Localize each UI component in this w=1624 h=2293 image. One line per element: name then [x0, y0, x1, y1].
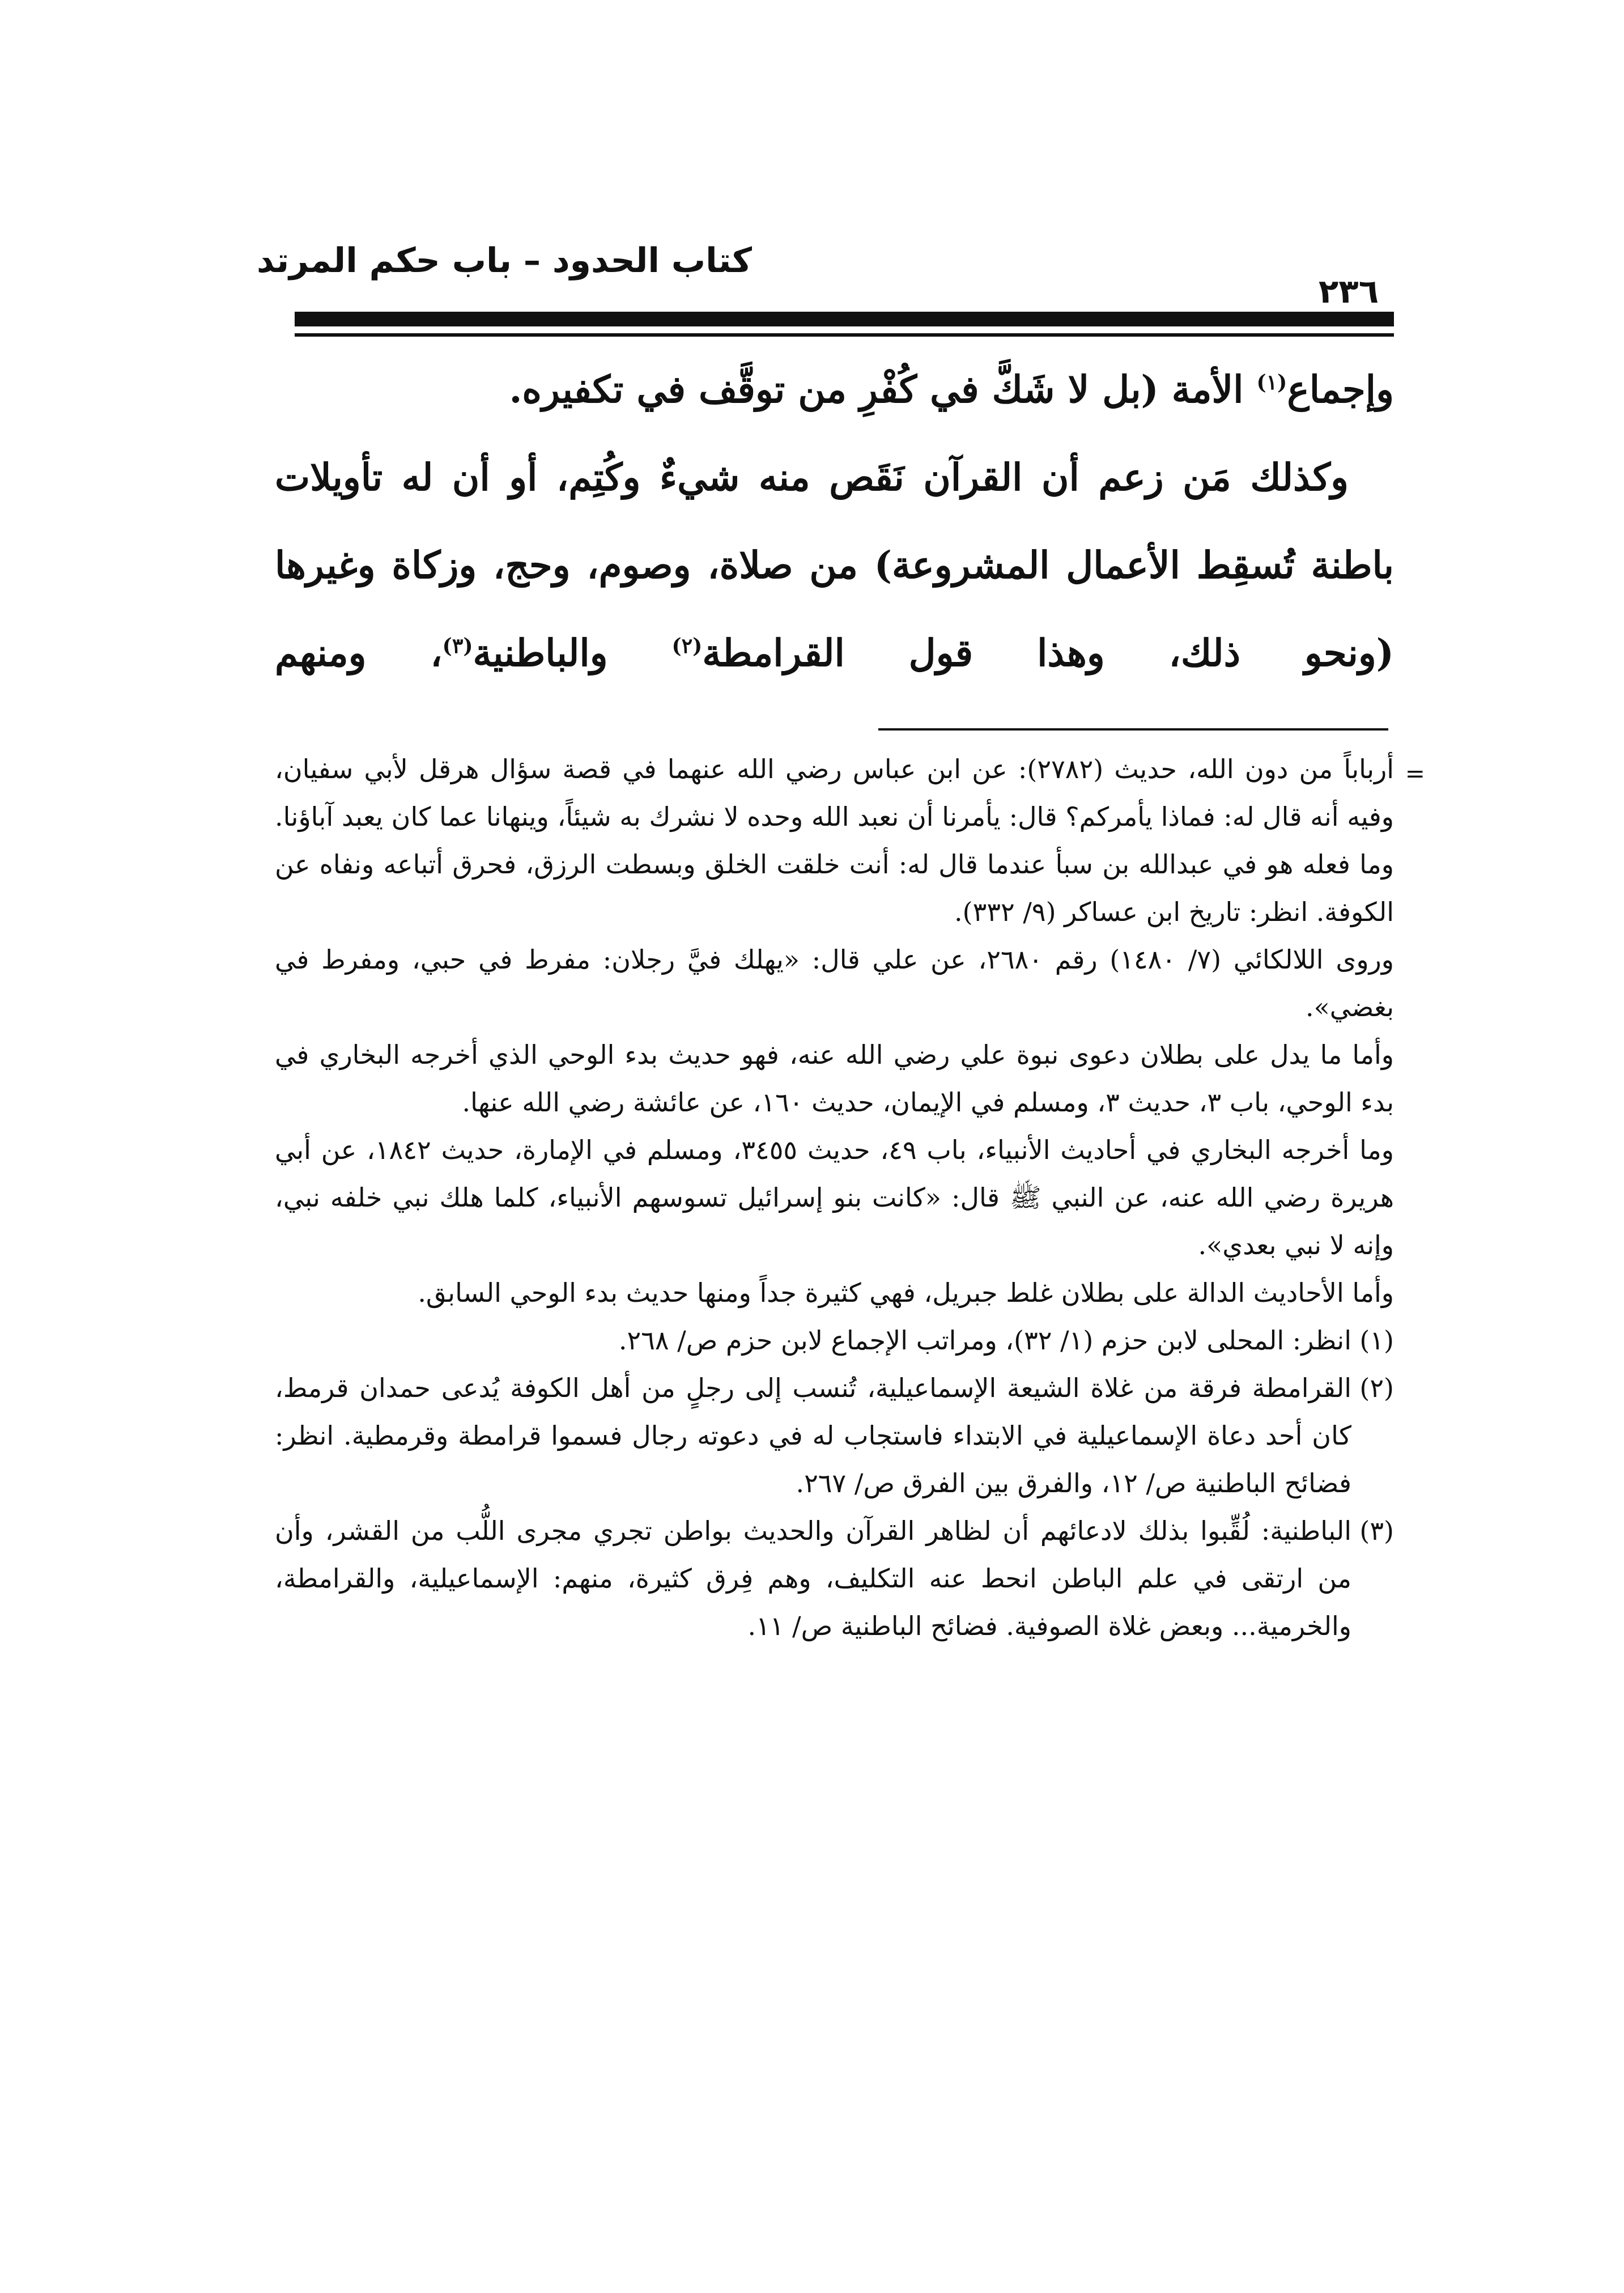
page-number: ٢٣٦ — [1318, 272, 1379, 311]
main-p1-pre: وإجماع — [1287, 367, 1394, 411]
footnotes — [275, 745, 1425, 1650]
footnote-ref-2: (٢) — [671, 634, 703, 658]
main-p2-part1: وكذلك مَن زعم أن القرآن نَقَص منه شيءٌ وكُتِم، أو أن له تأويلات باطنة تُسقِط الأعمال المشروعة) من صلاة، وصوم، وحج، وزكاة وغيرها (ونحو ذلك، وهذا قول القرامطة — [275, 455, 1394, 675]
main-p2-part2: والباطنية — [473, 631, 672, 675]
running-title: كتاب الحدود – باب حكم المرتد — [256, 241, 753, 281]
main-p2-part3: ، ومنهم — [275, 631, 443, 675]
header-rule-thick — [295, 312, 1394, 326]
footnote-3 — [275, 1507, 1394, 1650]
main-paragraph-1 — [275, 346, 1394, 434]
footnote-paragraph: وأما ما يدل على بطلان دعوى نبوة علي رضي الله عنه، فهو حديث بدء الوحي الذي أخرجه البخاري في بدء الوحي، باب ٣، حديث ٣، ومسلم في الإيمان، حديث ١٦٠، عن عائشة رضي الله عنها. — [275, 1039, 1394, 1118]
footnote-paragraph: أرباباً من دون الله، حديث (٢٧٨٢): عن ابن عباس رضي الله عنهما في قصة سؤال هرقل لأبي سفيان، وفيه أنه قال له: فماذا يأمركم؟ قال: يأمرنا أن نعبد الله وحده لا نشرك به شيئاً، وينهانا عما كان يعبد آباؤنا. وما فعله هو في عبدالله بن سبأ عندما قال له: أنت خلقت الخلق وبسطت الرزق، فحرق أتباعه ونفاه عن الكوفة. انظر: تاريخ ابن عساكر (٩/ ٣٣٢). — [275, 754, 1394, 927]
footnote-number: (١) — [1359, 1325, 1394, 1356]
main-paragraph-2 — [275, 434, 1394, 697]
header-rule-thin — [295, 333, 1394, 337]
footnote-text: القرامطة فرقة من غلاة الشيعة الإسماعيلية، تُنسب إلى رجلٍ من أهل الكوفة يُدعى حمدان قرمط، كان أحد دعاة الإسماعيلية في الابتداء فاستجاب له في دعوته رجال فسموا قرامطة وقرمطية. انظر: فضائح الباطنية ص/ ١٢، والفرق بين الفرق ص/ ٢٦٧. — [275, 1373, 1351, 1498]
footnote-separator — [878, 728, 1388, 731]
footnote-text: انظر: المحلى لابن حزم (١/ ٣٢)، ومراتب الإجماع لابن حزم ص/ ٢٦٨. — [618, 1325, 1351, 1356]
main-p1-post: الأمة (بل لا شَكَّ في كُفْرِ من توقَّف في تكفيره. — [509, 367, 1257, 411]
main-text — [275, 346, 1394, 697]
footnote-ref-3: (٣) — [442, 634, 473, 658]
footnote-paragraph: وروى اللالكائي (٧/ ١٤٨٠) رقم ٢٦٨٠، عن علي قال: «يهلك فيَّ رجلان: مفرط في حبي، ومفرط في بغضي». — [275, 944, 1394, 1022]
footnote-2 — [275, 1364, 1394, 1507]
footnote-paragraph: وأما الأحاديث الدالة على بطلان غلط جبريل، فهي كثيرة جداً ومنها حديث بدء الوحي السابق. — [418, 1277, 1394, 1308]
footnote-number: (٢) — [1359, 1373, 1394, 1403]
footnote-ref-1: (١) — [1256, 370, 1287, 394]
footnote-continuation — [275, 745, 1425, 1317]
footnote-text: الباطنية: لُقِّبوا بذلك لادعائهم أن لظاهر القرآن والحديث بواطن تجري مجرى اللُّب من القشر، وأن من ارتقى في علم الباطن انحط عنه التكليف، وهم فِرق كثيرة، منهم: الإسماعيلية، والقرامطة، والخرمية... وبعض غلاة الصوفية. فضائح الباطنية ص/ ١١. — [275, 1515, 1351, 1641]
footnote-paragraph: وما أخرجه البخاري في أحاديث الأنبياء، باب ٤٩، حديث ٣٤٥٥، ومسلم في الإمارة، حديث ١٨٤٢، عن أبي هريرة رضي الله عنه، عن النبي ﷺ قال: «كانت بنو إسرائيل تسوسهم الأنبياء، كلما هلك نبي خلفه نبي، وإنه لا نبي بعدي». — [275, 1135, 1394, 1260]
continuation-marker: = — [1405, 759, 1425, 787]
footnote-1 — [275, 1317, 1394, 1364]
footnote-number: (٣) — [1359, 1515, 1394, 1546]
